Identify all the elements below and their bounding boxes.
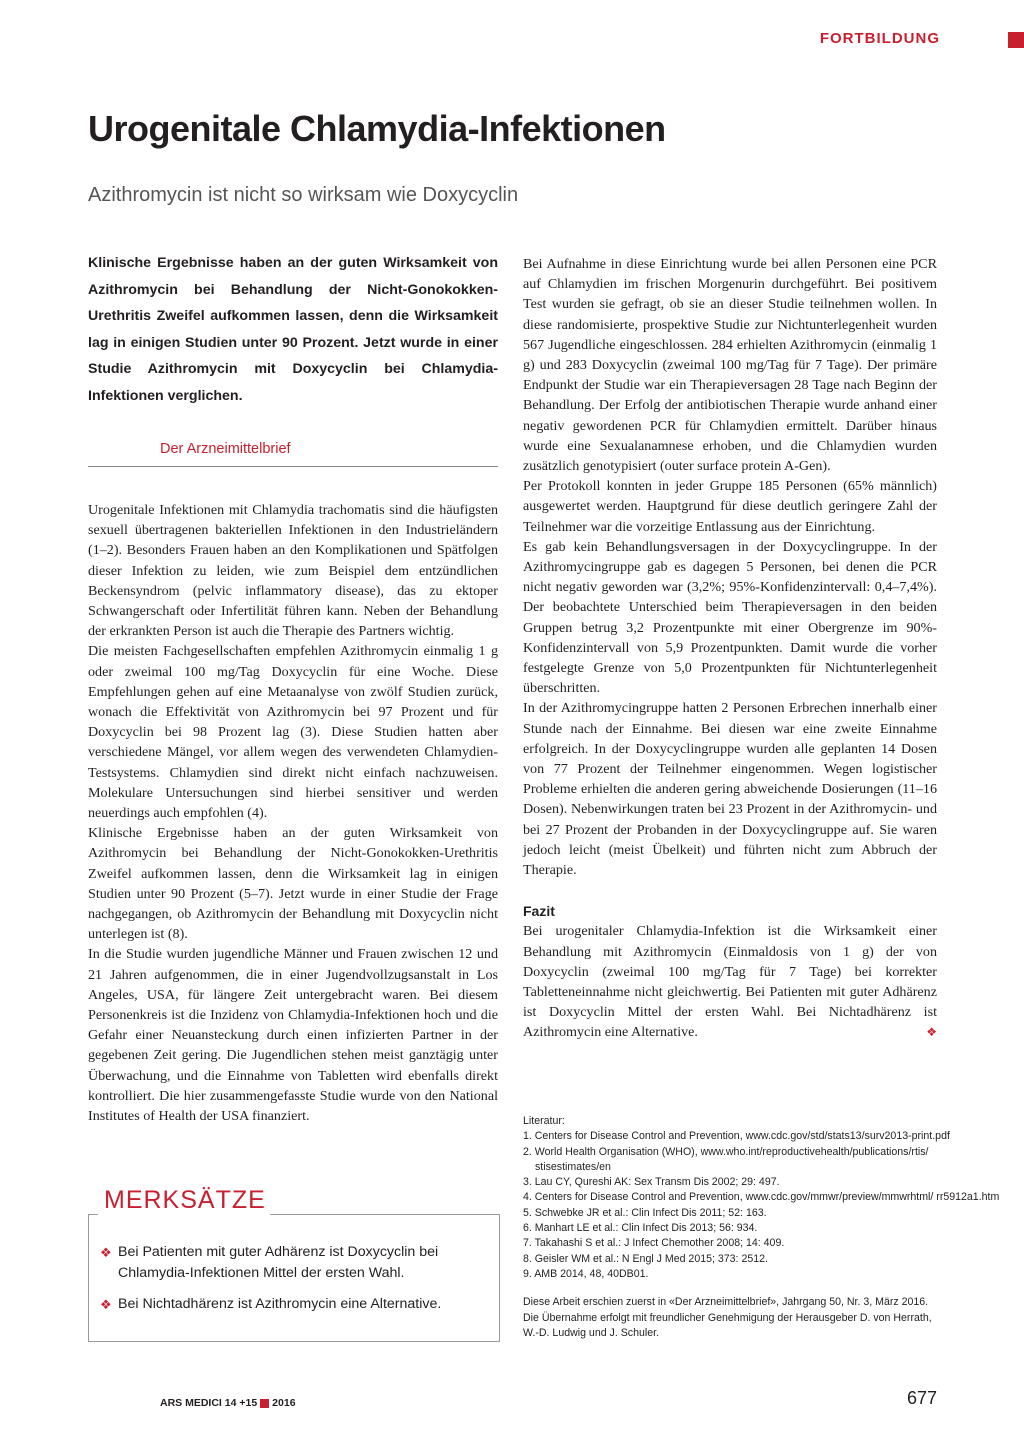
merksaetze-item (100, 1294, 490, 1315)
body-paragraph: Per Protokoll konnten in jeder Gruppe 185 Personen (65% männlich) ausgewertet werden. Hauptgrund für diese deutlich geringere Zahl der Teilnehmer war die vorzeitige Entlassung aus der Einrichtung. (523, 478, 937, 535)
literature-item: 6. Manhart LE et al.: Clin Infect Dis 2013; 56: 934. (523, 1222, 758, 1235)
body-paragraph: Die meisten Fachgesellschaften empfehlen Azithromycin einmalig 1 g oder zweimal 100 mg/Tag Doxycyclin für eine Woche. Diese Empfehlungen gehen auf eine Metaanalyse von zwölf Studien zurück, wonach die Effektivität von Azithromycin bei 97 Prozent und für Doxycyclin bei 98 Prozent lag (3). Diese Studien hatten aber verschiedene Mängel, vor allem wegen des verwendeten Chlamydien-Testsystems. Chlamydien sind direkt nicht einfach nachzuweisen. Molekulare Untersuchungen sind hierbei sensitiver und werden neuerdings auch empfohlen (4). (88, 643, 498, 822)
literature-item: 9. AMB 2014, 48, 40DB01. (523, 1267, 649, 1280)
body-column-right (523, 254, 937, 1043)
fazit-heading: Fazit (523, 903, 555, 920)
footer-marker (260, 1399, 269, 1408)
diamond-bullet-icon: ❖ (100, 1245, 112, 1260)
merksaetze-item (100, 1242, 490, 1284)
body-paragraph: In die Studie wurden jugendliche Männer und Frauen zwischen 12 und 21 Jahren aufgenommen, die in einer Jugendvollzugsanstalt in Los Angeles, USA, für längere Zeit untergebracht waren. Bei diesem Personenkreis ist die Inzidenz von Chlamydia-Infektionen hoch und die Gefahr einer Neuansteckung durch einen infizierten Partner in der gegebenen Zeit gering. Die Jugendlichen stehen meist ganztägig unter Überwachung, und die Einnahme von Tabletten wird ebenfalls direkt kontrolliert. Die hier zusammengefasste Studie wurde von den National Institutes of Health der USA finanziert. (88, 946, 498, 1125)
merksaetze-border-right (270, 1214, 499, 1215)
permission-note: Die Übernahme erfolgt mit freundlicher Genehmigung der Herausgeber D. von Herrath, W.-D. Ludwig und J. Schuler. (523, 1311, 932, 1339)
journal-footer (160, 1397, 296, 1409)
article-title: Urogenitale Chlamydia-Infektionen (88, 108, 666, 149)
article-source: Der Arzneimittelbrief (160, 441, 291, 457)
literature-section (523, 1114, 1000, 1341)
end-mark-icon: ❖ (926, 1025, 937, 1040)
merksaetze-list (100, 1242, 490, 1325)
body-paragraph: Klinische Ergebnisse haben an der guten Wirksamkeit von Azithromycin bei Behandlung der Nicht-Gonokokken-Urethritis Zweifel aufkommen lassen, denn die Wirksamkeit lag in einigen Studien unter 90 Prozent (5–7). Jetzt wurde in einer Studie der Frage nachgegangen, ob Azithromycin der Behandlung mit Doxycyclin nicht unterlegen ist (8). (88, 825, 498, 943)
body-paragraph: Urogenitale Infektionen mit Chlamydia trachomatis sind die häufigsten sexuell übertragenen bakteriellen Infektionen in den Industrieländern (1–2). Besonders Frauen haben an den Komplikationen und Spätfolgen dieser Infektion zu leiden, wie zum Beispiel dem entzündlichen Beckensyndrom (pelvic inflammatory disease), das zu ektoper Schwangerschaft oder Infertilität führen kann. Neben der Behandlung der erkrankten Person ist auch die Therapie des Partners wichtig. (88, 502, 498, 640)
literature-item: 2. World Health Organisation (WHO), www.who.int/reproductivehealth/publications/rtis/ (523, 1145, 929, 1158)
source-divider (88, 466, 498, 467)
article-subtitle: Azithromycin ist nicht so wirksam wie Doxycyclin (88, 184, 519, 206)
literature-item: 7. Takahashi S et al.: J Infect Chemother 2008; 14: 409. (523, 1237, 785, 1250)
literature-item: stisestimates/en (535, 1160, 611, 1173)
article-lead: Klinische Ergebnisse haben an der guten Wirksamkeit von Azithromycin bei Behandlung der Nicht-Gonokokken-Urethritis Zweifel aufkommen lassen, denn die Wirksamkeit lag in einigen Studien unter 90 Prozent. Jetzt wurde in einer Studie Azithromycin mit Doxycyclin bei Chlamydia-Infektionen verglichen. (88, 255, 498, 404)
journal-name: ARS MEDICI 14 +15 (160, 1397, 258, 1409)
page-number: 677 (906, 1388, 937, 1408)
literature-item: 4. Centers for Disease Control and Prevention, www.cdc.gov/mmwr/preview/mmwrhtml/ rr5912a1.htm (523, 1191, 1000, 1204)
fazit-text (523, 921, 937, 1042)
merksaetze-item-text: Bei Patienten mit guter Adhärenz ist Doxycyclin bei Chlamydia-Infektionen Mittel der ersten Wahl. (118, 1244, 439, 1281)
publication-note: Diese Arbeit erschien zuerst in «Der Arzneimittelbrief», Jahrgang 50, Nr. 3, März 2016. (523, 1296, 929, 1309)
section-label: FORTBILDUNG (819, 30, 940, 47)
journal-year: 2016 (272, 1397, 296, 1409)
fazit-text-body: Bei urogenitaler Chlamydia-Infektion ist die Wirksamkeit einer Behandlung mit Azithromycin (Einmaldosis von 1 g) der von Doxycyclin (zweimal 100 mg/Tag für 7 Tage) bei korrekter Tabletteneinnahme nicht gleichwertig. Bei Patienten mit guter Adhärenz ist Doxycyclin Mittel der ersten Wahl. Bei Nichtadhärenz ist Azithromycin eine Alternative. (523, 923, 937, 1041)
literature-item: 8. Geisler WM et al.: N Engl J Med 2015; 373: 2512. (523, 1252, 768, 1265)
merksaetze-item-text: Bei Nichtadhärenz ist Azithromycin eine Alternative. (118, 1296, 442, 1312)
section-marker (1008, 32, 1024, 48)
literature-item: 3. Lau CY, Qureshi AK: Sex Transm Dis 2002; 29: 497. (523, 1176, 780, 1189)
literature-heading: Literatur: (523, 1115, 565, 1127)
body-paragraph: In der Azithromycingruppe hatten 2 Personen Erbrechen innerhalb einer Stunde nach der Einnahme. Bei diesen war eine zweite Einnahme erfolgreich. In der Doxycyclingruppe wurden alle geplanten 14 Dosen von 77 Prozent der Teilnehmer eingenommen. Wegen logistischer Probleme erhielten die anderen gering abweichende Dosierungen (11–16 Dosen). Nebenwirkungen traten bei 23 Prozent in der Azithromycin- und bei 27 Prozent der Probanden in der Doxycyclingruppe auf. Sie waren jedoch leicht (meist Übelkeit) und führten nicht zum Abbruch der Therapie. (523, 700, 937, 879)
merksaetze-border-left (88, 1214, 98, 1215)
diamond-bullet-icon: ❖ (100, 1297, 112, 1312)
literature-item: 1. Centers for Disease Control and Prevention, www.cdc.gov/std/stats13/surv2013-print.pdf (523, 1130, 950, 1143)
body-paragraph: Es gab kein Behandlungsversagen in der Doxycyclingruppe. In der Azithromycingruppe gab es dagegen 5 Personen, bei denen die PCR nicht negativ geworden war (3,2%; 95%-Konfidenzintervall: 0,4–7,4%). Der beobachtete Unterschied beim Therapieversagen in den beiden Gruppen betrug 3,2 Prozentpunkte mit einer Obergrenze im 90%-Konfidenzintervall von 5,9 Prozentpunkten. Damit wurde die vorher festgelegte Grenze von 5,0 Prozentpunkten für Nichtunterlegenheit überschritten. (523, 538, 937, 697)
merksaetze-title: MERKSÄTZE (104, 1186, 266, 1214)
body-paragraph: Bei Aufnahme in diese Einrichtung wurde bei allen Personen eine PCR auf Chlamydien im frischen Morgenurin durchgeführt. Bei positivem Test wurden sie gefragt, ob sie an dieser Studie teilnehmen wollen. In diese randomisierte, prospektive Studie zur Nichtunterlegenheit wurden 567 Jugendliche eingeschlossen. 284 erhielten Azithromycin (einmalig 1 g) und 283 Doxycyclin (zweimal 100 mg/Tag für 7 Tage). Der primäre Endpunkt der Studie war ein Therapieversagen 28 Tage nach Beginn der Behandlung. Der Erfolg der antibiotischen Therapie wurde anhand einer negativ gewordenen PCR für Chlamydien ermittelt. Darüber hinaus wurde eine Sexualanamnese erhoben, und die Chlamydien wurden zusätzlich genotypisiert (outer surface protein A-Gen). (523, 256, 937, 475)
literature-item: 5. Schwebke JR et al.: Clin Infect Dis 2011; 52: 163. (523, 1206, 767, 1219)
body-column-left (88, 500, 498, 1126)
